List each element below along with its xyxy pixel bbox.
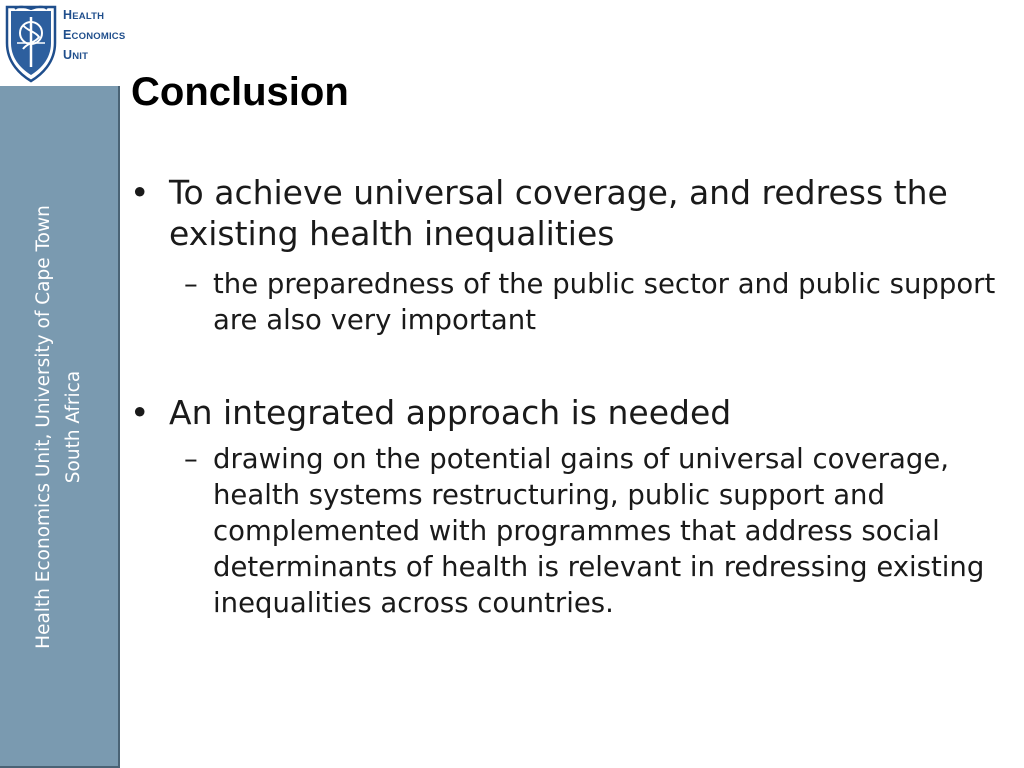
- sidebar-caption-line1: Health Economics Unit, University of Cape Town: [33, 205, 54, 649]
- bullet-item: [128, 172, 1008, 254]
- slide-title: Conclusion: [131, 70, 349, 114]
- sub-bullet-text: the preparedness of the public sector and public support are also very important: [213, 268, 996, 336]
- sub-bullet-marker: –: [184, 268, 198, 300]
- bullet-marker: •: [130, 393, 150, 432]
- logo-wordmark: HEALTH ECONOMICS UNIT: [63, 8, 126, 62]
- bullet-item: [128, 392, 1008, 433]
- bullet-marker: •: [130, 173, 150, 212]
- logo: [0, 0, 126, 86]
- slide-body: [128, 172, 1008, 621]
- sub-bullet-marker: –: [184, 443, 198, 475]
- sub-bullet-text: drawing on the potential gains of universal coverage, health systems restructuring, public support and complemented with programmes that address social determinants of health is relevant in redressing existing inequalities across countries.: [213, 443, 985, 619]
- sub-bullet-item: [128, 441, 1008, 621]
- sub-bullet-item: [128, 266, 1008, 338]
- bullet-text: An integrated approach is needed: [169, 393, 732, 432]
- sidebar-caption-line2: South Africa: [63, 370, 84, 484]
- university-crest-icon: [3, 3, 59, 83]
- bullet-text: To achieve universal coverage, and redress the existing health inequalities: [169, 173, 948, 253]
- sidebar-caption: [29, 147, 89, 707]
